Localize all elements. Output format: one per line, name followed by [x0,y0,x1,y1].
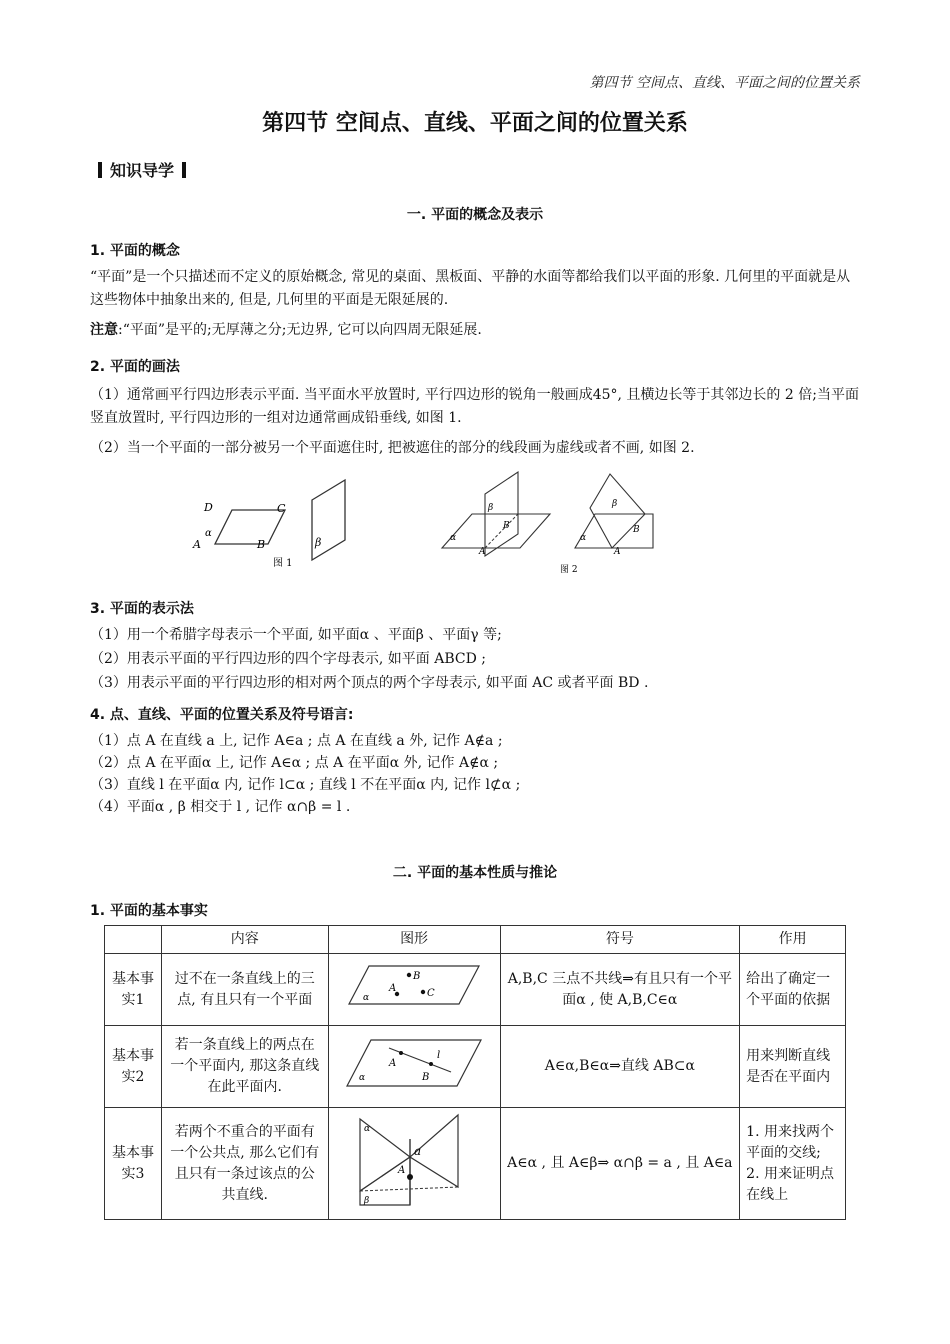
tag-bar-right [182,162,186,178]
fact3-line-label: a [414,1144,422,1158]
row-symbol: A,B,C 三点不共线⇒有且只有一个平面α , 使 A,B,C∈α [500,954,740,1026]
fact2-point-b [429,1062,433,1066]
row-figure [328,1108,500,1220]
fig2-caption: 图 2 [560,565,578,575]
fact1-point-b [407,973,411,977]
fig2b-beta: β [612,499,618,509]
row-symbol: A∈α,B∈α⇒直线 AB⊂α [500,1026,740,1108]
fact1-b: B [413,971,421,982]
section-heading-2: 二. 平面的基本性质与推论 [392,865,558,881]
fact2-line-l [389,1048,451,1072]
figure-fact-2 [339,1032,489,1094]
fact3-beta: β [364,1196,370,1206]
fact1-c: C [427,988,435,999]
paragraph-relations-2: （2）点 A 在平面α 上, 记作 A∈α ; 点 A 在平面α 外, 记作 A∉α ; [90,755,499,771]
header-figure: 图形 [328,926,500,954]
label-d: D [204,501,213,514]
label-beta: β [315,536,322,549]
header-content: 内容 [161,926,328,954]
label-c: C [277,502,286,515]
fig2b-b: B [633,525,640,535]
row-figure [328,1026,500,1108]
row-content: 若一条直线上的两点在一个平面内, 那这条直线在此平面内. [161,1026,328,1108]
label-b: B [257,538,266,551]
fact2-a: A [389,1058,397,1069]
fig2b-a: A [614,547,621,557]
row-content: 过不在一条直线上的三点, 有且只有一个平面 [161,954,328,1026]
row-name: 基本事实2 [105,1026,162,1108]
heading-drawing: 2. 平面的画法 [90,359,180,375]
paragraph-relations-4: （4）平面α , β 相交于 l , 记作 α∩β = l . [90,799,351,815]
row-content: 若两个不重合的平面有一个公共点, 那么它们有且只有一条过该点的公共直线. [161,1108,328,1220]
note-label: 注意 [90,322,118,338]
fact2-l: l [437,1050,441,1061]
fig2b-alpha: α [580,533,587,543]
label-a: A [193,538,201,551]
fact3-a: A [398,1165,406,1176]
fact1-alpha: α [363,993,370,1003]
row-name: 基本事实3 [105,1108,162,1220]
page-title: 第四节 空间点、直线、平面之间的位置关系 [262,111,688,136]
figure-fact-1 [339,960,489,1012]
row-use: 用来判断直线是否在平面内 [740,1026,846,1108]
tag-bar-left [98,162,102,178]
fact3-dashed [360,1187,458,1191]
paragraph-drawing-1: （1）通常画平行四边形表示平面. 当平面水平放置时, 平行四边形的锐角一般画成45°, 且横边长等于其邻边长的 2 倍;当平面竖直放置时, 平行四边形的一组对边通常画成铅垂线, 如图 1. [90,387,859,426]
header-blank [105,926,162,954]
figure-1 [185,478,365,573]
fact2-b: B [422,1072,430,1083]
label-alpha: α [205,528,212,539]
header-symbol: 符号 [500,926,740,954]
row-use: 1. 用来找两个平面的交线; 2. 用来证明点在线上 [740,1108,846,1220]
paragraph-notation-1: （1）用一个希腊字母表示一个平面, 如平面α 、平面β 、平面γ 等; [90,627,502,643]
heading-concept: 1. 平面的概念 [90,243,180,259]
paragraph-note [90,319,860,342]
section-heading-1: 一. 平面的概念及表示 [406,207,544,223]
table-row [105,1026,846,1108]
tag-label: 知识导学 [110,161,175,180]
fact1-point-c [421,990,425,994]
heading-relations: 4. 点、直线、平面的位置关系及符号语言: [90,707,354,723]
paragraph-notation-2: （2）用表示平面的平行四边形的四个字母表示, 如平面 ABCD ; [90,651,487,667]
fig2b-tilted-plane [590,474,645,548]
fact2-plane [347,1040,481,1086]
fig2a-alpha: α [450,533,457,543]
fig2a-horizontal-plane [442,514,550,548]
row-symbol: A∈α , 且 A∈β⇒ α∩β = a , 且 A∈a [500,1108,740,1220]
running-header: 第四节 空间点、直线、平面之间的位置关系 [589,75,860,91]
figure-2 [440,468,670,578]
fig1-caption: 图 1 [273,558,293,569]
fig2a-b: B [503,521,510,531]
row-figure [328,954,500,1026]
paragraph-notation-3: （3）用表示平面的平行四边形的相对两个顶点的两个字母表示, 如平面 AC 或者平面 BD . [90,675,649,691]
table-row [105,954,846,1026]
note-text: :“平面”是平的;无厚薄之分;无边界, 它可以向四周无限延展. [118,322,482,338]
fact2-alpha: α [359,1073,366,1083]
paragraph-concept: “平面”是一个只描述而不定义的原始概念, 常见的桌面、黑板面、平静的水面等都给我们以平面的形象. 几何里的平面就是从这些物体中抽象出来的, 但是, 几何里的平面是无限延展的. [90,269,851,308]
heading-basic-facts: 1. 平面的基本事实 [90,903,208,919]
figure-fact-3 [354,1111,474,1209]
plane-abcd [215,510,285,544]
row-use: 给出了确定一个平面的依据 [740,954,846,1026]
heading-notation: 3. 平面的表示法 [90,601,194,617]
fig2b-horizontal-plane [575,514,653,548]
paragraph-relations-1: （1）点 A 在直线 a 上, 记作 A∈a ; 点 A 在直线 a 外, 记作 A∉a ; [90,733,503,749]
fact1-a: A [389,983,397,994]
fact2-point-a [399,1051,403,1055]
basic-facts-table [104,925,846,1220]
fig2a-a: A [479,547,486,557]
table-header-row [105,926,846,954]
row-name: 基本事实1 [105,954,162,1026]
fig2a-dashed-intersection [485,514,518,548]
paragraph-drawing-2: （2）当一个平面的一部分被另一个平面遮住时, 把被遮住的部分的线段画为虚线或者不画, 如图 2. [90,440,695,456]
fact3-alpha: α [364,1124,371,1134]
header-use: 作用 [740,926,846,954]
section-tag [90,158,194,181]
table-row [105,1108,846,1220]
fig2a-beta: β [488,503,494,513]
paragraph-relations-3: （3）直线 l 在平面α 内, 记作 l⊂α ; 直线 l 不在平面α 内, 记作 l⊄α ; [90,777,521,793]
fact3-point-a [407,1174,413,1180]
